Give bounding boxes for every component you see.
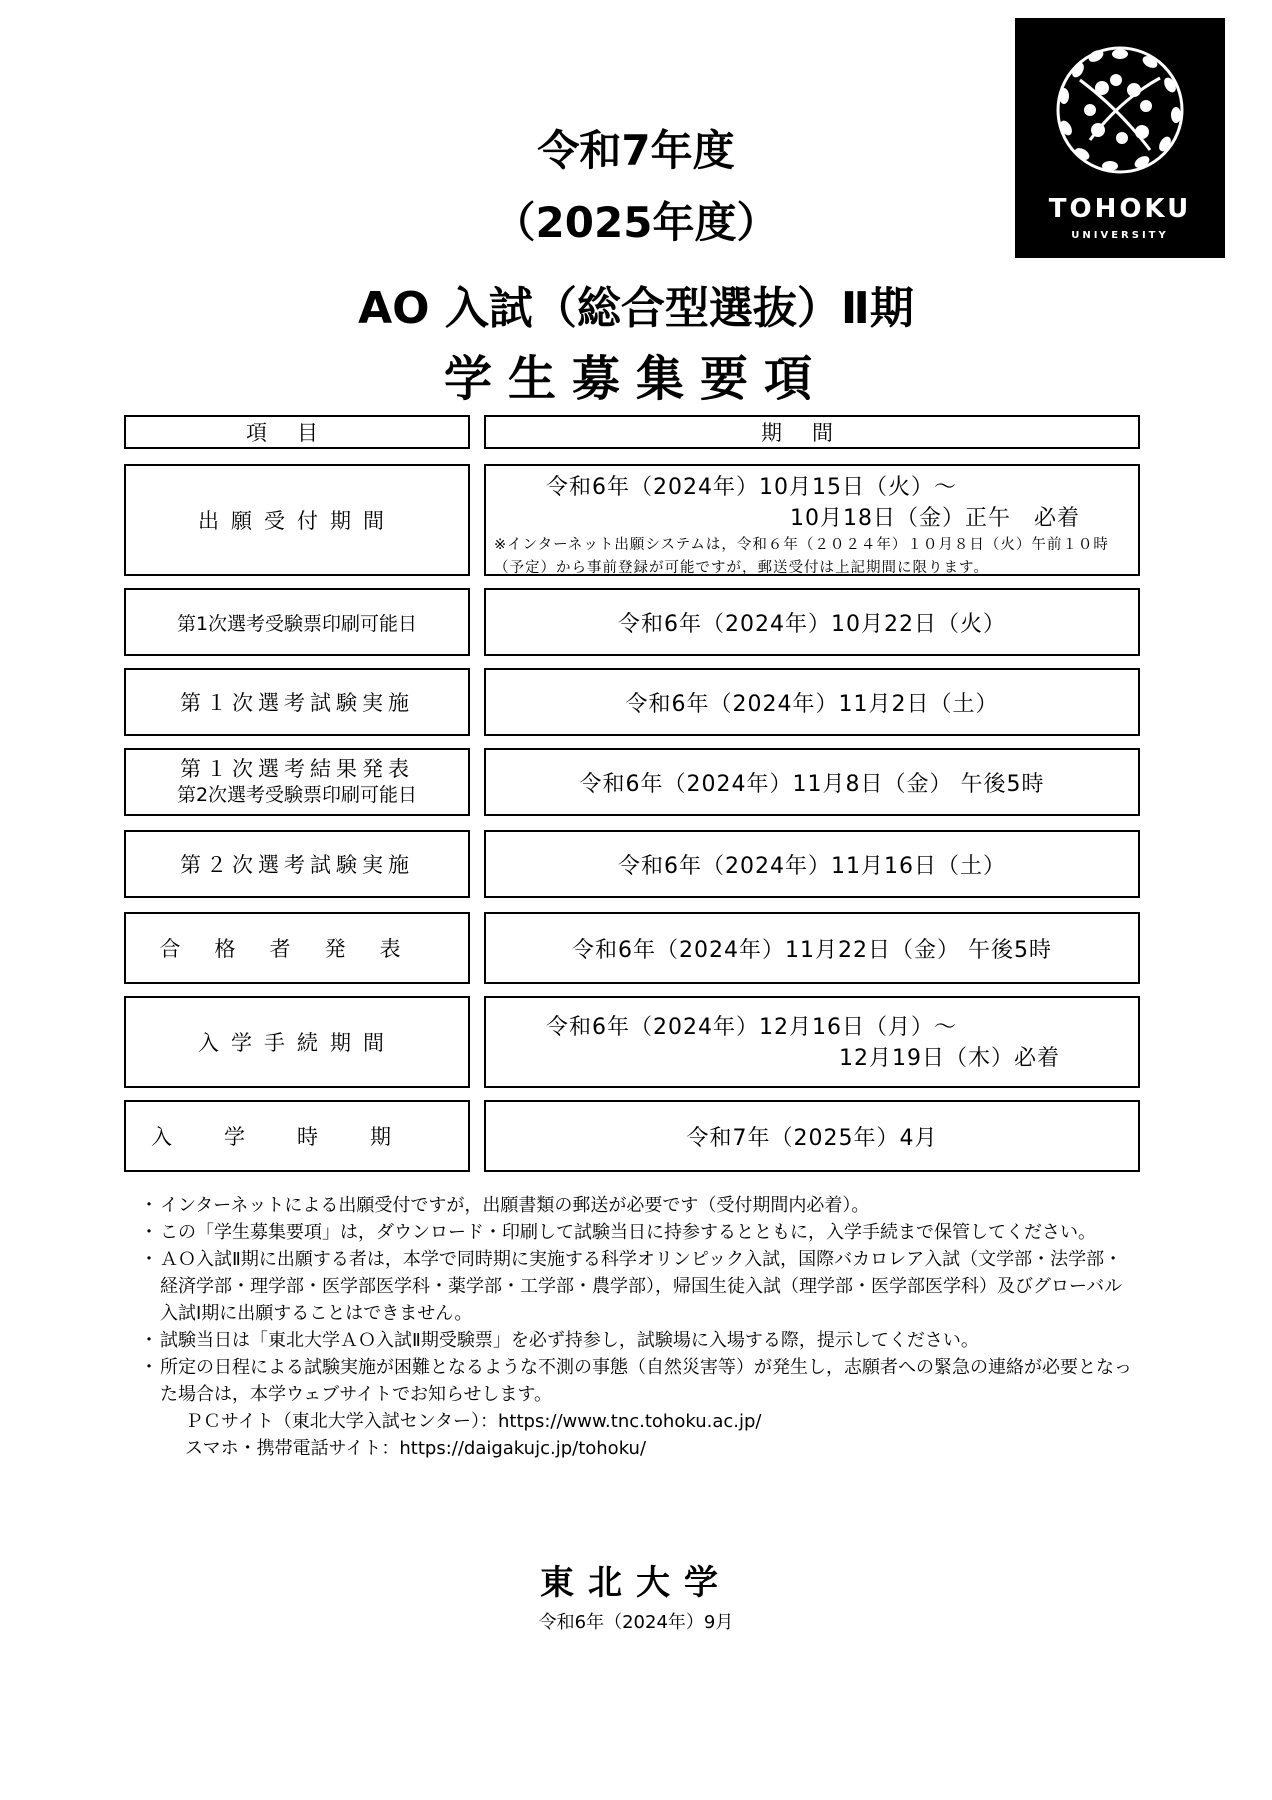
logo-wordmark: TOHOKU xyxy=(1048,194,1192,224)
logo-subtitle: UNIVERSITY xyxy=(1071,230,1169,241)
row-label-pass-announcement: 合格者発表 xyxy=(124,912,470,984)
row-label-enrollment-procedure: 入学手続期間 xyxy=(124,996,470,1088)
row-label-application-period: 出願受付期間 xyxy=(124,464,470,576)
notes-list xyxy=(140,1192,1140,1462)
note-item: ・ インターネットによる出願受付ですが，出願書類の郵送が必要です（受付期間内必着）。 xyxy=(140,1195,870,1216)
enrollment-end: 12月19日（木）必着 xyxy=(839,1046,1060,1071)
application-end: 10月18日（金）正午 必着 xyxy=(790,506,1080,531)
enrollment-start: 令和6年（2024年）12月16日（月）～ xyxy=(546,1015,957,1040)
first-result-label: 第１次選考結果発表 xyxy=(180,757,414,781)
title-year: 令和7年度 xyxy=(537,126,735,175)
title-guidelines: 学生募集要項 xyxy=(443,351,828,407)
mobile-site-link[interactable]: スマホ・携帯電話サイト：https://daigakujc.jp/tohoku/ xyxy=(185,1438,647,1459)
row-label-first-exam: 第１次選考試験実施 xyxy=(124,668,470,736)
row-value-enrollment-date: 令和7年（2025年）4月 xyxy=(484,1100,1140,1172)
row-value-second-exam: 令和6年（2024年）11月16日（土） xyxy=(484,830,1140,898)
application-start: 令和6年（2024年）10月15日（火）～ xyxy=(546,475,957,500)
row-value-first-ticket: 令和6年（2024年）10月22日（火） xyxy=(484,588,1140,656)
title-year-western: （2025年度） xyxy=(493,198,779,247)
footer-university-name: 東北大学 xyxy=(540,1563,732,1603)
row-label-first-result xyxy=(124,748,470,816)
row-label-second-exam: 第２次選考試験実施 xyxy=(124,830,470,898)
footer-date: 令和6年（2024年）9月 xyxy=(538,1612,734,1633)
title-exam-name: AO 入試（総合型選抜）Ⅱ期 xyxy=(358,283,914,334)
table-header-period: 期間 xyxy=(484,415,1140,449)
note-item: ・ ＡＯ入試Ⅱ期に出願する者は，本学で同時期に実施する科学オリンピック入試，国際バカロレア入試（文学部・法学部・経済学部・理学部・医学部医学科・薬学部・工学部・農学部），帰国生徒入試（理学部・医学部医学科）及びグローバル入試Ⅰ期に出願することはできません。 xyxy=(140,1249,1123,1324)
table-header-item: 項目 xyxy=(124,415,470,449)
row-value-first-result: 令和6年（2024年）11月8日（金） 午後5時 xyxy=(484,748,1140,816)
row-label-first-ticket: 第1次選考受験票印刷可能日 xyxy=(124,588,470,656)
row-value-pass-announcement: 令和6年（2024年）11月22日（金） 午後5時 xyxy=(484,912,1140,984)
note-item: ・ 所定の日程による試験実施が困難となるような不測の事態（自然災害等）が発生し，志願者への緊急の連絡が必要となった場合は，本学ウェブサイトでお知らせします。 xyxy=(140,1357,1132,1405)
row-value-enrollment-procedure xyxy=(484,996,1140,1088)
note-item: ・ この「学生募集要項」は，ダウンロード・印刷して試験当日に持参するとともに，入学手続まで保管してください。 xyxy=(140,1222,1096,1243)
row-value-first-exam: 令和6年（2024年）11月2日（土） xyxy=(484,668,1140,736)
pc-site-link[interactable]: ＰＣサイト（東北大学入試センター）：https://www.tnc.tohoku.ac.jp/ xyxy=(185,1411,762,1432)
row-value-application-period xyxy=(484,464,1140,576)
note-item: ・ 試験当日は「東北大学ＡＯ入試Ⅱ期受験票」を必ず持参し，試験場に入場する際，提示してください。 xyxy=(140,1330,979,1351)
application-note-line1: ※インターネット出願システムは，令和６年（２０２４年）１０月８日（火）午前１０時 xyxy=(494,537,1109,553)
application-note xyxy=(494,534,1120,580)
second-ticket-label: 第2次選考受験票印刷可能日 xyxy=(176,784,418,807)
application-note-line2: （予定）から事前登録が可能ですが，郵送受付は上記期間に限ります。 xyxy=(494,560,989,577)
row-label-enrollment-date: 入学時期 xyxy=(124,1100,470,1172)
